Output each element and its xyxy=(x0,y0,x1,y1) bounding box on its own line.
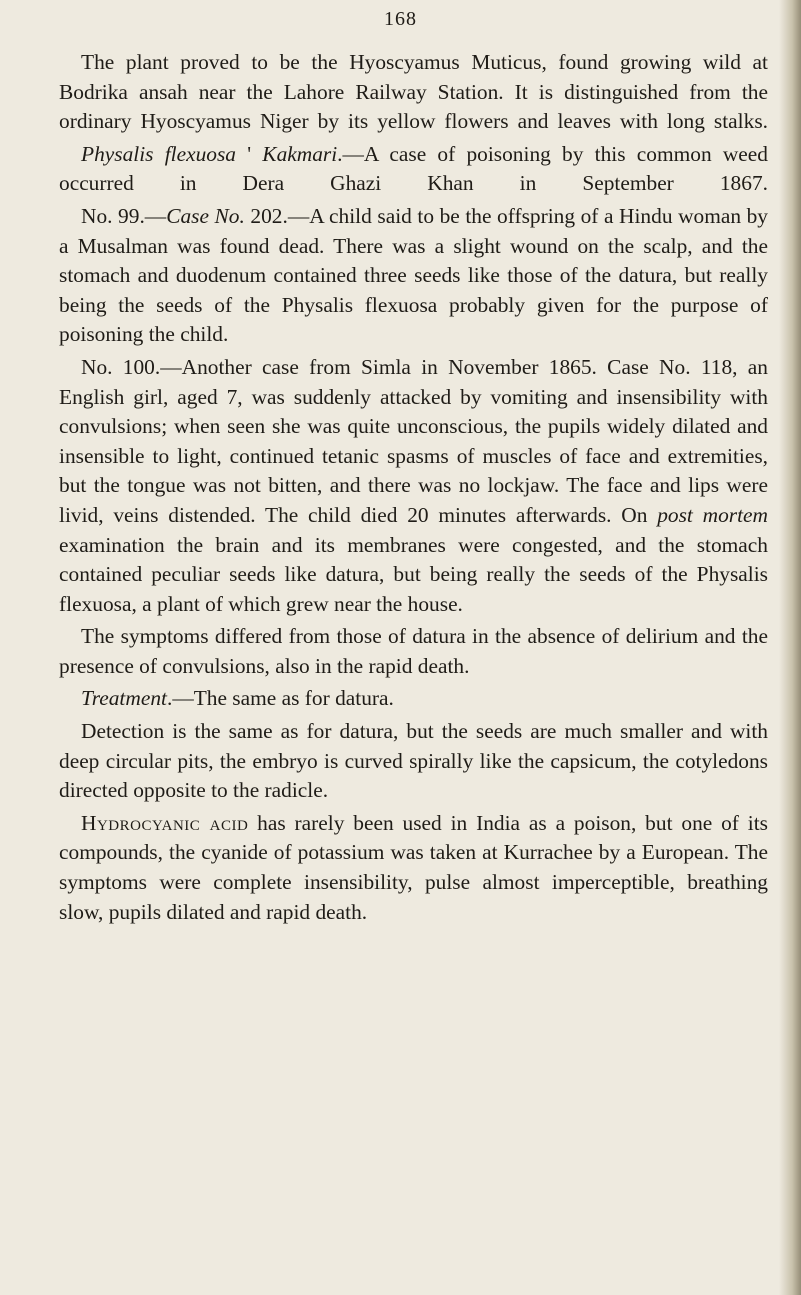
paragraph-physalis-heading xyxy=(59,140,768,199)
treatment-label: Treatment xyxy=(81,686,167,711)
paragraph-text: No. 100.—Another case from Simla in November 1865. Case No. 118, an English girl, aged 7, was suddenly attacked by vomiting and insensibility with convulsions; when seen she was quite unconscious, the pupils widely dilated and insensible to light, continued tetanic spasms of muscles of face and extremities, but the tongue was not bitten, and there was no lockjaw. The face and lips were livid, veins distended. The child died 20 minutes afterwards. On xyxy=(59,354,768,527)
paragraph-text: has rarely been used in India as a poison, but one of its compounds, the cyanide of potassium was taken at Kurrachee by a European. The symptoms were complete insensibility, pulse almost imperceptible, breathing slow, pupils dilated and rapid death. xyxy=(59,810,768,924)
paragraph-text: .—The same as for datura. xyxy=(166,686,394,711)
case-label: Case No. xyxy=(166,203,245,228)
paragraph-text: examination the brain and its membranes were congested, and the stomach contained peculiar seeds like datura, but being really the seeds of the Physalis flexuosa, a plant of which grew near the house. xyxy=(59,532,768,616)
paragraph-case-99 xyxy=(59,202,768,350)
paragraph-hydrocyanic xyxy=(59,809,768,927)
paragraph-text: The symptoms differed from those of datura in the absence of delirium and the presence of convulsions, also in the rapid death. xyxy=(59,624,768,678)
case-number: No. 99.— xyxy=(81,203,167,228)
page-number: 168 xyxy=(384,8,417,30)
vernacular-name: Kakmari xyxy=(262,141,338,166)
post-mortem-term: post mortem xyxy=(657,502,768,527)
paragraph-text: The plant proved to be the Hyoscyamus Muticus, found growing wild at Bodrika ansah near the Lahore Railway Station. It is distinguished from the ordinary Hyoscyamus Niger by its yellow flowers and leaves with long stalks. xyxy=(59,50,768,134)
paragraph-text: .—A case of poisoning by this common weed occurred in Dera Ghazi Khan in September 1867. xyxy=(59,141,768,196)
paragraph-hyoscyamus xyxy=(59,48,768,137)
paragraph-detection xyxy=(59,717,768,806)
paragraph-text: 202.—A child said to be the offspring of a Hindu woman by a Musalman was found dead. There was a slight wound on the scalp, and the stomach and duodenum contained three seeds like those of the datura, but really being the seeds of the Physalis flexuosa probably given for the purpose of poisoning the child. xyxy=(59,203,768,347)
page-body xyxy=(59,48,768,930)
hydrocyanic-heading: Hydrocyanic acid xyxy=(81,810,249,835)
paragraph-text: Detection is the same as for datura, but the seeds are much smaller and with deep circular pits, the embryo is curved spirally like the capsicum, the cotyledons directed opposite to the radicle. xyxy=(59,719,768,803)
paragraph-treatment xyxy=(59,684,768,714)
page-edge-shadow xyxy=(779,0,801,1295)
paragraph-symptoms xyxy=(59,622,768,681)
paragraph-case-100 xyxy=(59,353,768,619)
species-name: Physalis flexuosa xyxy=(81,141,236,166)
name-separator: ' xyxy=(247,141,263,166)
